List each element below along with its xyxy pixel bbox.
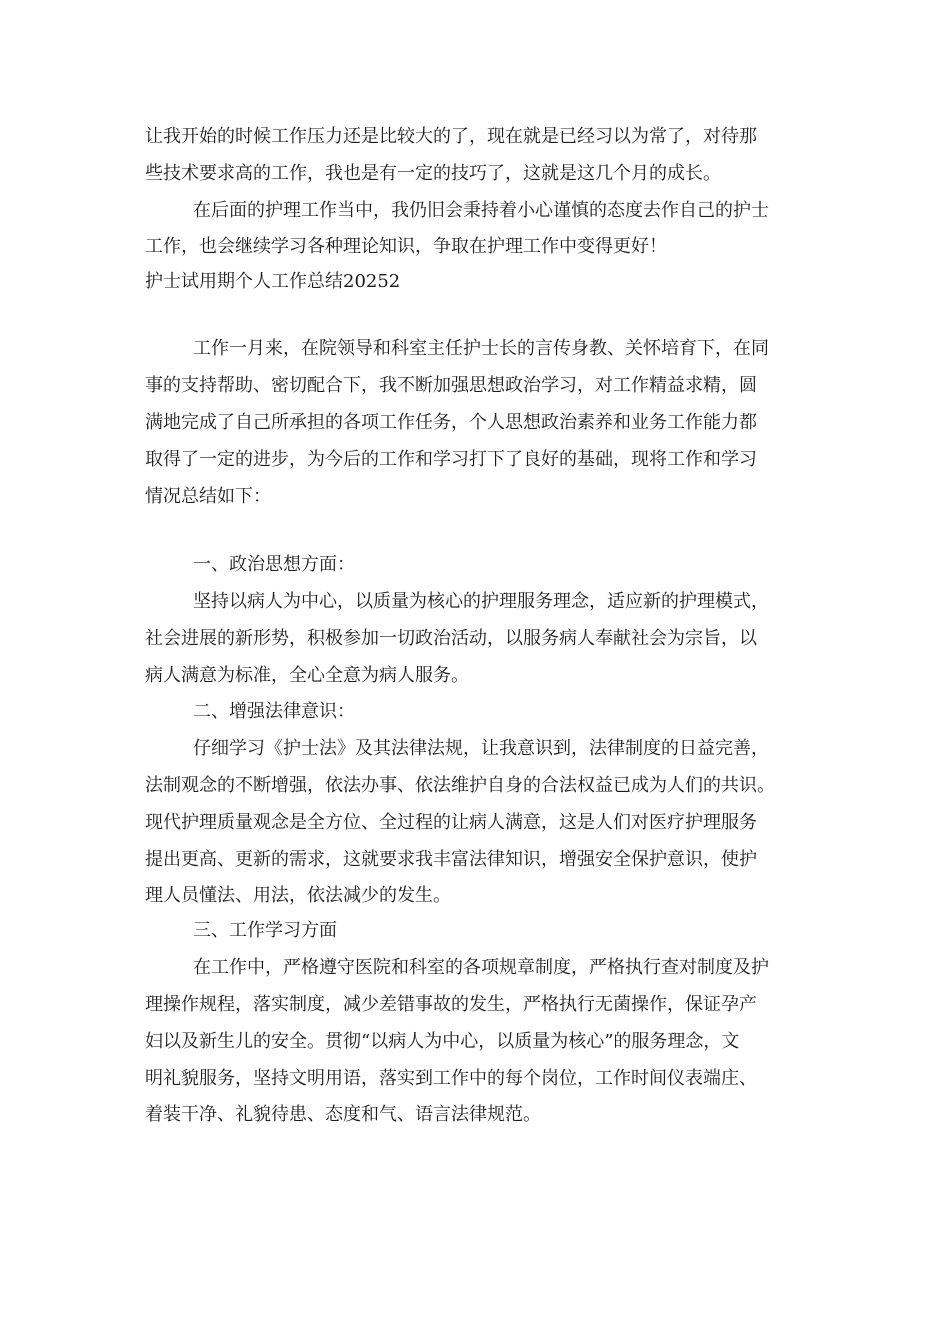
paragraph-line: 着装干净、礼貌待患、态度和气、语言法律规范。	[145, 1104, 541, 1125]
paragraph-line: 事的支持帮助、密切配合下，我不断加强思想政治学习，对工作精益求精，圆	[145, 375, 757, 396]
section-heading: 三、工作学习方面	[193, 920, 337, 941]
paragraph-line: 满地完成了自己所承担的各项工作任务，个人思想政治素养和业务工作能力都	[145, 412, 757, 433]
paragraph-line: 明礼貌服务，坚持文明用语，落实到工作中的每个岗位，工作时间仪表端庄、	[145, 1068, 757, 1089]
paragraph-line: 社会进展的新形势，积极参加一切政治活动，以服务病人奉献社会为宗旨，以	[145, 628, 757, 649]
paragraph-line: 在后面的护理工作当中，我仍旧会秉持着小心谨慎的态度去作自己的护士	[193, 200, 769, 221]
paragraph-line: 些技术要求高的工作，我也是有一定的技巧了，这就是这几个月的成长。	[145, 163, 721, 184]
paragraph-line: 取得了一定的进步，为今后的工作和学习打下了良好的基础，现将工作和学习	[145, 449, 757, 470]
paragraph-line: 现代护理质量观念是全方位、全过程的让病人满意，这是人们对医疗护理服务	[145, 812, 757, 833]
section-heading: 一、政治思想方面：	[193, 554, 355, 575]
paragraph-line: 情况总结如下：	[145, 486, 271, 507]
paragraph-line: 妇以及新生儿的安全。贯彻“以病人为中心，以质量为核心”的服务理念，文	[145, 1031, 740, 1052]
paragraph-line: 法制观念的不断增强，依法办事、依法维护自身的合法权益已成为人们的共识。	[145, 775, 775, 796]
paragraph-line: 让我开始的时候工作压力还是比较大的了，现在就是已经习以为常了，对待那	[145, 126, 757, 147]
paragraph-line: 工作，也会继续学习各种理论知识，争取在护理工作中变得更好！	[145, 236, 667, 257]
paragraph-line: 在工作中，严格遵守医院和科室的各项规章制度，严格执行查对制度及护	[193, 957, 769, 978]
paragraph-line: 理操作规程，落实制度，减少差错事故的发生，严格执行无菌操作，保证孕产	[145, 994, 757, 1015]
paragraph-line: 工作一月来，在院领导和科室主任护士长的言传身教、关怀培育下，在同	[193, 338, 769, 359]
document-title: 护士试用期个人工作总结20252	[145, 271, 401, 292]
paragraph-line: 仔细学习《护士法》及其法律法规，让我意识到，法律制度的日益完善，	[193, 738, 769, 759]
paragraph-line: 病人满意为标准，全心全意为病人服务。	[145, 665, 469, 686]
paragraph-line: 理人员懂法、用法，依法减少的发生。	[145, 885, 451, 906]
paragraph-line: 坚持以病人为中心，以质量为核心的护理服务理念，适应新的护理模式，	[193, 591, 769, 612]
paragraph-line: 提出更高、更新的需求，这就要求我丰富法律知识，增强安全保护意识，使护	[145, 849, 757, 870]
section-heading: 二、增强法律意识：	[193, 701, 355, 722]
